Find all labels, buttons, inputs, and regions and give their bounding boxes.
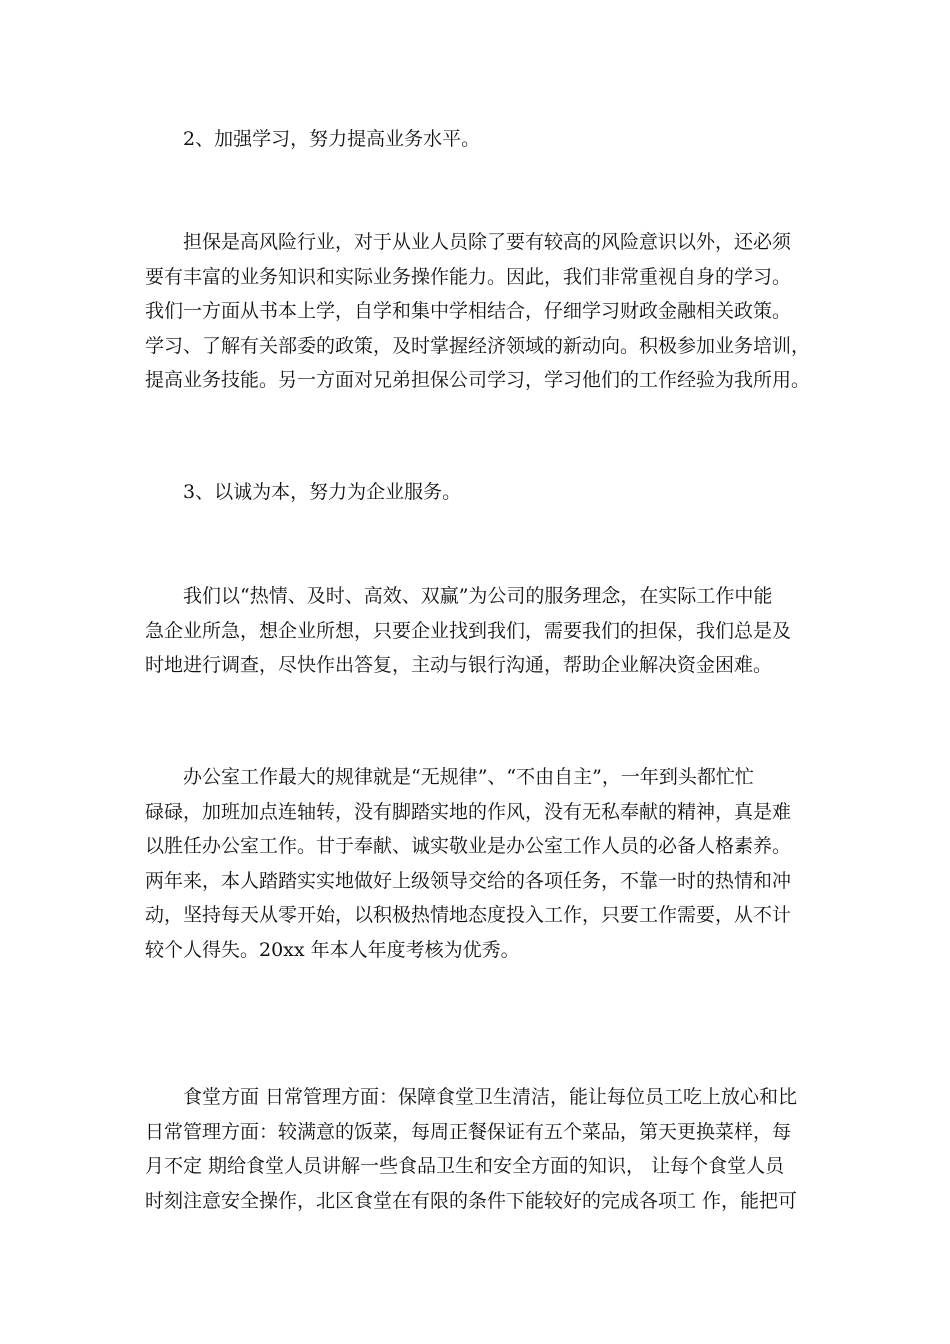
paragraph-line: 动，坚持每天从零开始，以积极热情地态度投入工作，只要工作需要，从不计 bbox=[145, 904, 792, 927]
paragraph-line: 以胜任办公室工作。甘于奉献、诚实敬业是办公室工作人员的必备人格素养。 bbox=[145, 835, 792, 858]
paragraph-line: 急企业所急，想企业所想，只要企业找到我们，需要我们的担保，我们总是及 bbox=[145, 619, 792, 642]
paragraph-line: 时地进行调查，尽快作出答复，主动与银行沟通，帮助企业解决资金困难。 bbox=[145, 654, 773, 677]
paragraph-line: 两年来，本人踏踏实实地做好上级领导交给的各项任务，不靠一时的热情和冲 bbox=[145, 869, 792, 892]
paragraph-office-work bbox=[145, 760, 825, 968]
paragraph-study bbox=[145, 225, 825, 398]
paragraph-line: 碌碌，加班加点连轴转，没有脚踏实地的作风，没有无私奉献的精神，真是难 bbox=[145, 800, 792, 823]
paragraph-line: 学习、了解有关部委的政策，及时掌握经济领域的新动向。积极参加业务培训， bbox=[145, 334, 811, 357]
paragraph-line: 日常管理方面：较满意的饭菜，每周正餐保证有五个菜品，第天更换菜样，每 bbox=[145, 1120, 792, 1143]
paragraph-line: 我们以“热情、及时、高效、双赢”为公司的服务理念，在实际工作中能 bbox=[183, 585, 773, 607]
paragraph-line: 食堂方面 日常管理方面：保障食堂卫生清洁，能让每位员工吃上放心和比 bbox=[183, 1086, 798, 1108]
paragraph-line: 办公室工作最大的规律就是“无规律”、“不由自主”，一年到头都忙忙 bbox=[183, 766, 754, 788]
paragraph-line: 要有丰富的业务知识和实际业务操作能力。因此，我们非常重视自身的学习。 bbox=[145, 265, 792, 288]
section-heading-3: 3、以诚为本，努力为企业服务。 bbox=[183, 481, 462, 503]
paragraph-line: 我们一方面从书本上学，自学和集中学相结合，仔细学习财政金融相关政策。 bbox=[145, 300, 792, 323]
paragraph-line: 时刻注意安全操作，北区食堂在有限的条件下能较好的完成各项工 作，能把可 bbox=[145, 1189, 798, 1212]
paragraph-canteen bbox=[145, 1080, 825, 1218]
paragraph-line: 较个人得失。20xx 年本人年度考核为优秀。 bbox=[145, 938, 520, 961]
paragraph-line: 月不定 期给食堂人员讲解一些食品卫生和安全方面的知识， 让每个食堂人员 bbox=[145, 1155, 785, 1178]
paragraph-service bbox=[145, 579, 825, 683]
section-heading-2: 2、加强学习，努力提高业务水平。 bbox=[183, 128, 481, 150]
paragraph-line: 提高业务技能。另一方面对兄弟担保公司学习，学习他们的工作经验为我所用。 bbox=[145, 369, 811, 392]
paragraph-line: 担保是高风险行业，对于从业人员除了要有较高的风险意识以外，还必须 bbox=[183, 231, 792, 253]
